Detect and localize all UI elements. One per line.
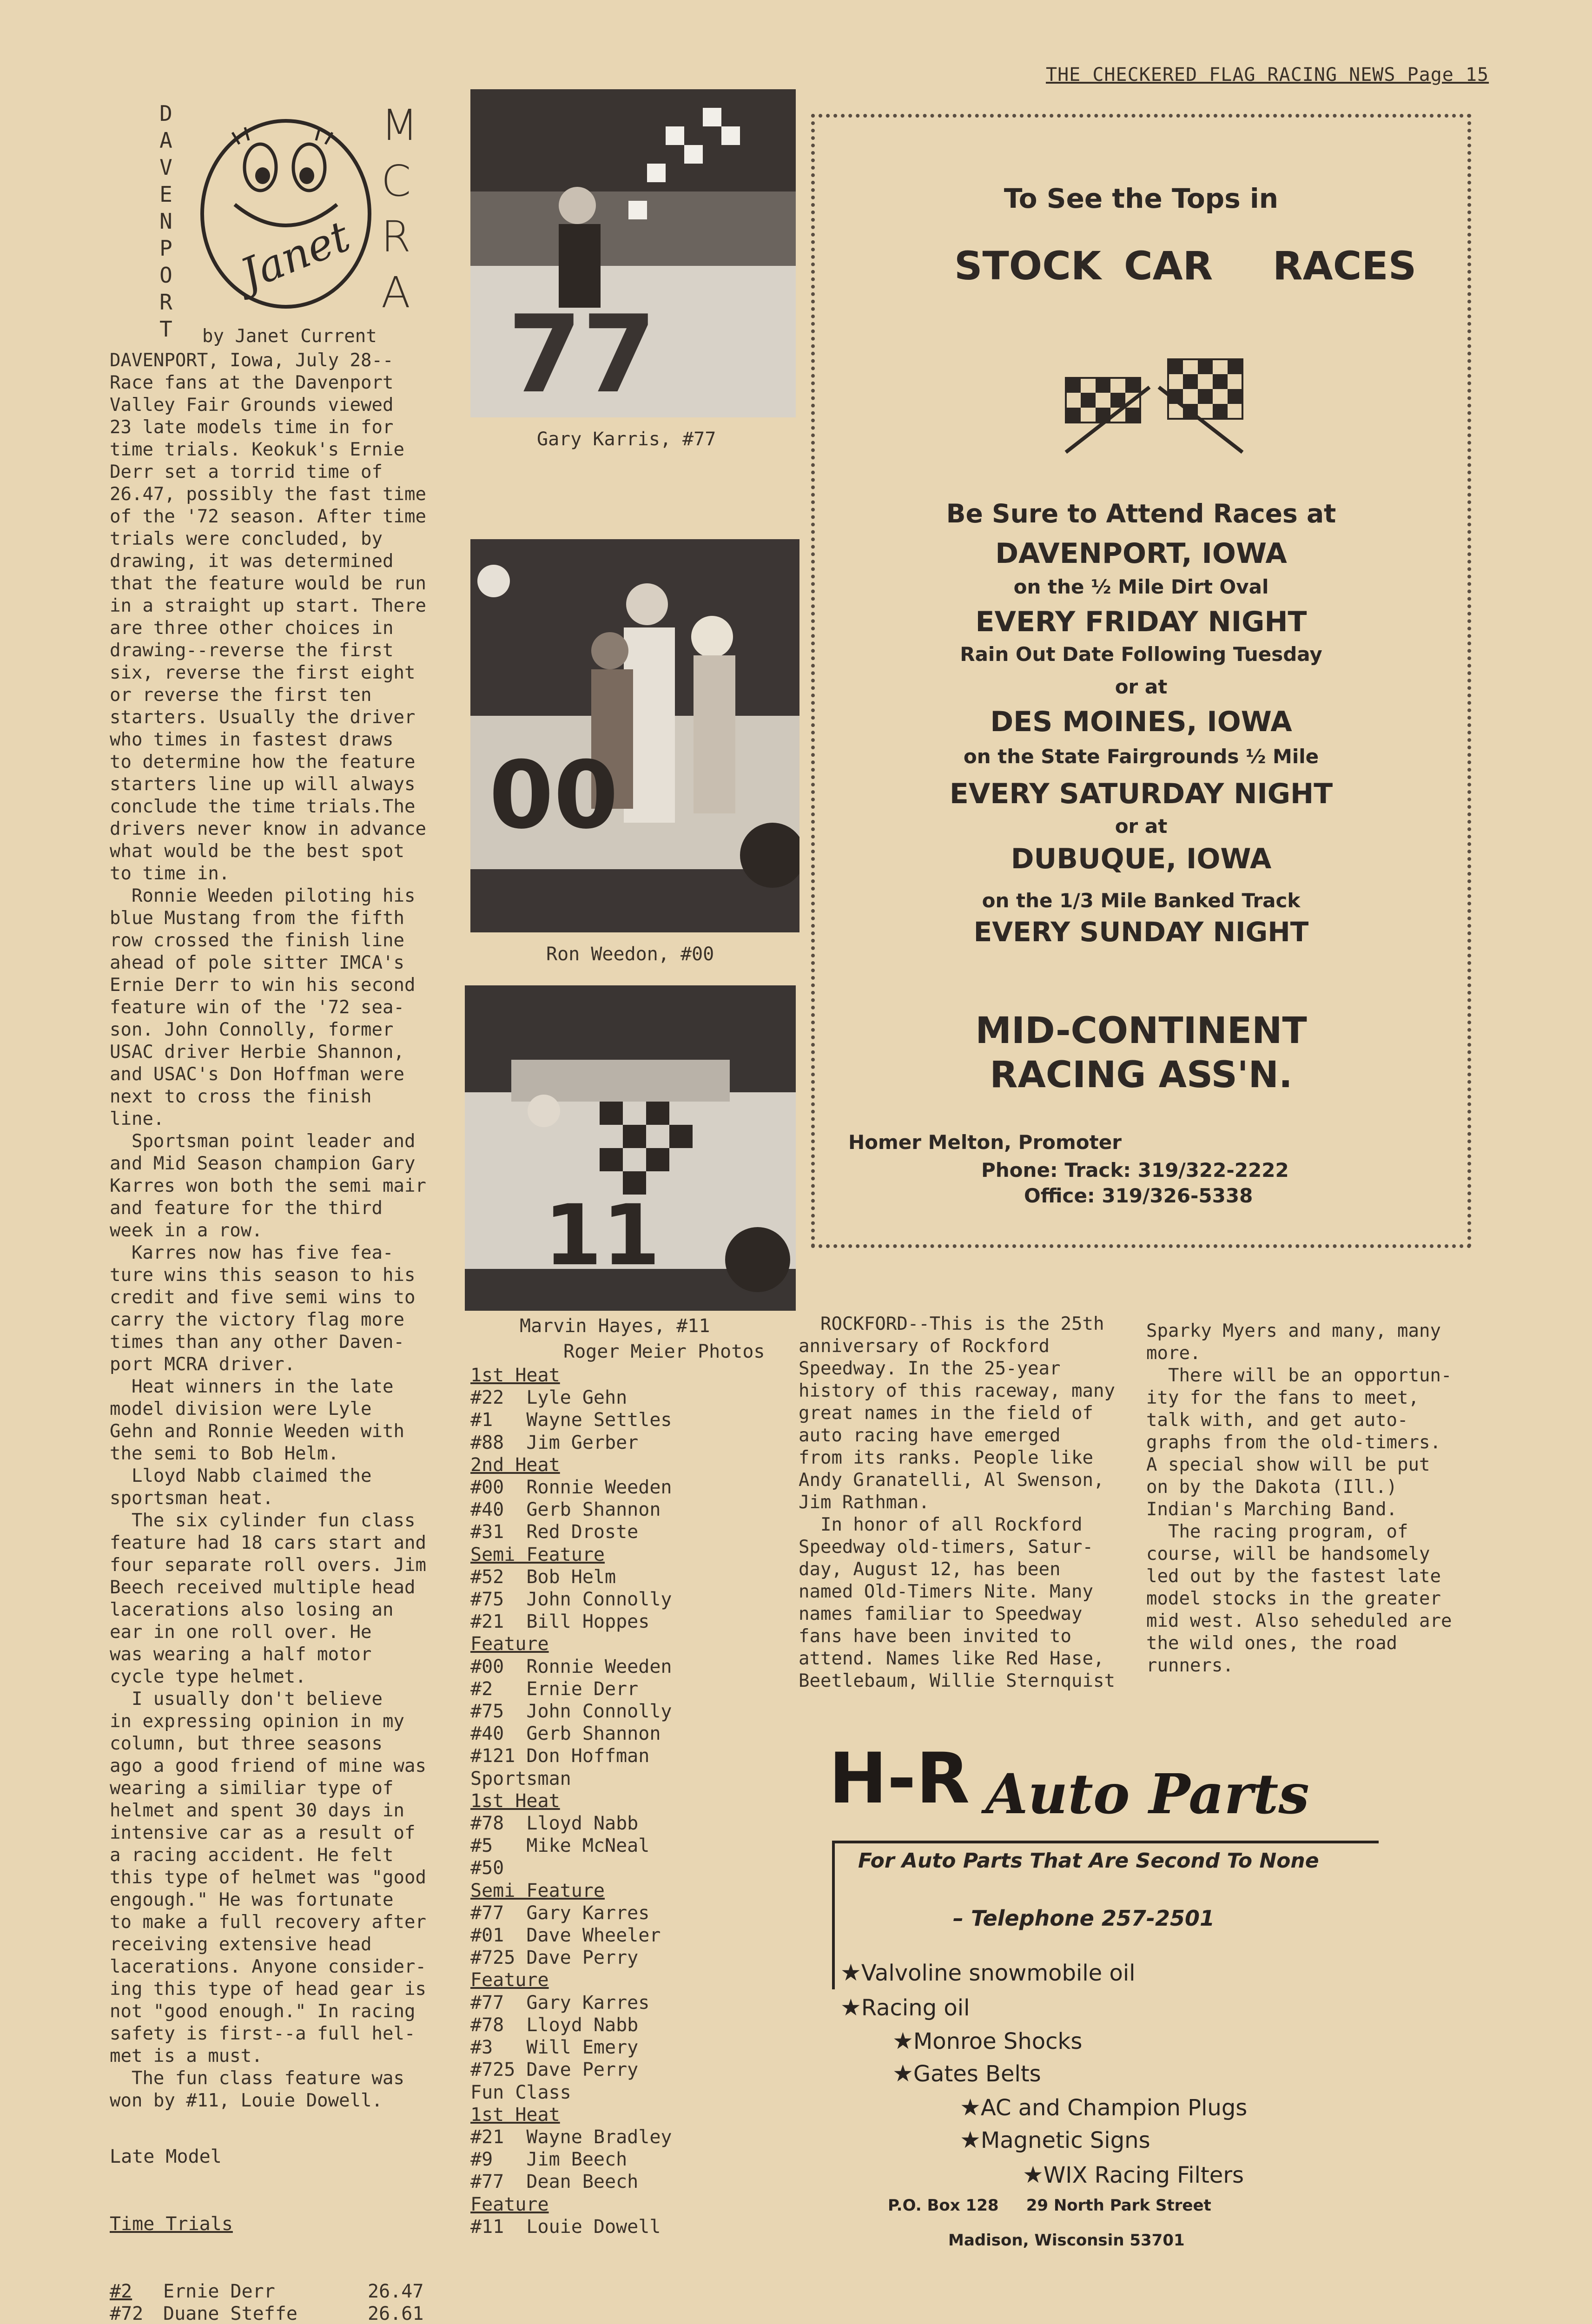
text-line: In honor of all Rockford [799,1514,1083,1535]
ad-or1: or at [1115,675,1168,698]
text-line: Sportsman point leader and [110,1131,416,1152]
ad-city1: DAVENPORT, IOWA [995,537,1287,570]
page-header: THE CHECKERED FLAG RACING NEWS Page 15 [1046,64,1489,86]
text-line: named Old-Timers Nite. Many [799,1581,1093,1602]
text-line: sportsman heat. [110,1488,274,1509]
text-line: DAVENPORT, Iowa, July 28-- [110,350,394,371]
hr-product-label: AC and Champion Plugs [980,2095,1248,2121]
text-line: more. [1146,1343,1201,1364]
hr-address2: Madison, Wisconsin 53701 [948,2231,1185,2250]
text-line: engough." He was fortunate [110,1889,394,1910]
star-icon: ★ [840,1959,861,1986]
mcra-letter: M [381,100,418,150]
text-line: helmet and spent 30 days in [110,1800,404,1821]
masthead-davenport [154,100,178,343]
star-icon: ★ [1023,2161,1044,2188]
text-line: The fun class feature was [110,2068,404,2089]
star-icon: ★ [960,2094,981,2121]
text-line: lacerations. Anyone consider- [110,1956,426,1977]
results-entry: #75 John Connolly [470,1589,672,1611]
ad-night2: EVERY SATURDAY NIGHT [949,778,1333,810]
photo-gary-karris [470,89,796,417]
results-heading: Semi Feature [470,1544,605,1565]
text-line: ity for the fans to meet, [1146,1387,1419,1408]
trial-time: 26.61 [368,2303,424,2324]
text-line: attend. Names like Red Hase, [799,1648,1104,1669]
text-line: mid west. Also seheduled are [1146,1611,1452,1631]
article-column-1 [110,350,426,2112]
results-entry: #75 John Connolly [470,1701,672,1723]
text-line: not "good enough." In racing [110,2001,416,2022]
hr-product-item [892,2060,1041,2087]
ad-or2: or at [1115,815,1168,838]
text-line: or reverse the first ten [110,685,372,706]
time-trial-row [110,2280,424,2303]
rockford-column-1 [799,1313,1115,1692]
hr-product-label: WIX Racing Filters [1043,2162,1244,2188]
results-entry: Fun Class [470,2081,571,2103]
results-heading: Feature [470,2193,549,2215]
caption-ron-weedon: Ron Weedon, #00 [546,944,714,965]
text-line: and feature for the third [110,1198,383,1219]
photo-car-11 [465,985,796,1311]
text-line: 23 late models time in for [110,417,394,438]
hr-product-label: Gates Belts [913,2061,1041,2087]
text-line: carry the victory flag more [110,1309,404,1330]
text-line: 26.47, possibly the fast time [110,484,426,505]
text-line: The six cylinder fun class [110,1510,416,1531]
ad-org1: MID-CONTINENT [975,1010,1307,1052]
mcra-advertisement [811,114,1471,1248]
masthead-letter: V [159,155,172,180]
hr-telephone: – Telephone 257-2501 [953,1906,1215,1931]
text-line: names familiar to Speedway [799,1604,1083,1624]
results-entry: #77 Dean Beech [470,2171,639,2193]
time-trials-table [110,2101,424,2324]
results-entry: #121 Don Hoffman [470,1745,650,1767]
results-entry: #725 Dave Perry [470,2059,639,2081]
text-line: Speedway old-timers, Satur- [799,1537,1093,1558]
text-line: safety is first--a full hel- [110,2023,416,2044]
text-line: starters. Usually the driver [110,707,416,728]
masthead-letter: R [159,290,172,315]
text-line: wearing a similiar type of [110,1778,394,1799]
text-line: There will be an opportun- [1146,1365,1452,1386]
results-entry: #1 Wayne Settles [470,1409,672,1431]
text-line: Jim Rathman. [799,1492,930,1513]
text-line: this type of helmet was "good [110,1867,426,1888]
text-line: and Mid Season champion Gary [110,1153,416,1174]
time-trial-row [110,2303,424,2324]
ad-be-sure: Be Sure to Attend Races at [946,499,1336,528]
results-entry: #77 Gary Karres [470,1902,650,1924]
text-line: Lloyd Nabb claimed the [110,1466,372,1486]
text-line: drawing, it was determined [110,551,394,572]
text-line: Valley Fair Grounds viewed [110,395,394,416]
text-line: time trials. Keokuk's Ernie [110,439,404,460]
results-heading: 1st Heat [470,1790,560,1812]
text-line: of the '72 season. After time [110,506,426,527]
hr-product-label: Magnetic Signs [980,2127,1150,2153]
hr-subtitle: Auto Parts [985,1762,1309,1826]
hr-product-item [840,1959,1136,1986]
results-entry: #78 Lloyd Nabb [470,1813,639,1835]
text-line: conclude the time trials.The [110,796,416,817]
star-icon: ★ [892,2060,913,2087]
masthead-letter: A [159,128,172,153]
star-icon: ★ [892,2027,913,2054]
results-entry: #00 Ronnie Weeden [470,1656,672,1677]
masthead-mcra [381,98,418,321]
car-number: #2 [110,2280,132,2302]
time-trials-heading1: Late Model [110,2146,222,2168]
ad-car: CAR [1124,243,1213,289]
ad-track3: on the 1/3 Mile Banked Track [982,889,1301,912]
ad-track2: on the State Fairgrounds ½ Mile [963,745,1319,768]
ad-office: Office: 319/326-5338 [1024,1184,1253,1207]
ad-rain: Rain Out Date Following Tuesday [960,643,1322,666]
text-line: ture wins this season to his [110,1265,416,1286]
text-line: trials were concluded, by [110,528,383,549]
text-line: starters line up will always [110,774,416,795]
text-line: anniversary of Rockford [799,1336,1050,1357]
text-line: line. [110,1109,165,1129]
text-line: intensive car as a result of [110,1822,416,1843]
text-line: history of this raceway, many [799,1380,1115,1401]
results-entry: #40 Gerb Shannon [470,1723,661,1745]
byline: by Janet Current [202,326,377,347]
hr-product-item [960,2126,1150,2153]
results-entry: #31 Red Droste [470,1521,639,1543]
hr-divider [832,1878,835,1989]
text-line: talk with, and get auto- [1146,1410,1408,1431]
text-line: met is a must. [110,2046,263,2067]
text-line: auto racing have emerged [799,1425,1061,1446]
ad-phone: Phone: Track: 319/322-2222 [981,1159,1289,1182]
text-line: Speedway. In the 25-year [799,1358,1061,1379]
text-line: Indian's Marching Band. [1146,1499,1398,1520]
text-line: Heat winners in the late [110,1376,394,1397]
text-line: runners. [1146,1655,1234,1676]
masthead-letter: O [159,263,172,288]
car-number: #72 [110,2303,144,2324]
text-line: from its ranks. People like [799,1447,1093,1468]
ad-city2: DES MOINES, IOWA [990,706,1292,738]
text-line: what would be the best spot [110,841,404,862]
text-line: Andy Granatelli, Al Swenson, [799,1470,1104,1491]
text-line: to make a full recovery after [110,1912,426,1933]
hr-title: H-R [829,1738,970,1819]
text-line: lacerations also losing an [110,1599,394,1620]
text-line: great names in the field of [799,1403,1093,1424]
star-icon: ★ [960,2126,981,2153]
text-line: in expressing opinion in my [110,1711,404,1732]
results-entry: #3 Will Emery [470,2037,639,2059]
checkered-flags-icon [1057,350,1252,459]
text-line: six, reverse the first eight [110,662,416,683]
text-line: was wearing a half motor [110,1644,372,1665]
text-line: Beech received multiple head [110,1577,416,1598]
time-trials-heading2: Time Trials [110,2213,233,2235]
results-entry: #2 Ernie Derr [470,1678,639,1700]
text-line: ahead of pole sitter IMCA's [110,952,404,973]
caption-gary-karris: Gary Karris, #77 [537,429,716,450]
text-line: model stocks in the greater [1146,1588,1441,1609]
text-line: A special show will be put [1146,1454,1430,1475]
photo-marvin-hayes [465,985,796,1311]
svg-text:Janet: Janet [233,211,357,300]
text-line: receiving extensive head [110,1934,372,1955]
text-line: row crossed the finish line [110,930,404,951]
text-line: drivers never know in advance [110,819,426,839]
text-line: blue Mustang from the fifth [110,908,404,929]
photo-car-00 [470,539,799,932]
janet-logo [198,112,374,316]
text-line: a racing accident. He felt [110,1845,394,1866]
results-entry: #9 Jim Beech [470,2149,628,2171]
hr-product-item [960,2094,1247,2121]
text-line: in a straight up start. There [110,595,426,616]
results-list [470,1364,672,2238]
hr-address1: P.O. Box 128 29 North Park Street [888,2196,1211,2215]
star-icon: ★ [840,1994,861,2021]
ad-org2: RACING ASS'N. [990,1054,1293,1096]
text-line: on by the Dakota (Ill.) [1146,1477,1398,1498]
text-line: Race fans at the Davenport [110,372,394,393]
masthead-letter: D [159,101,172,126]
text-line: ago a good friend of mine was [110,1756,426,1776]
text-line: ear in one roll over. He [110,1622,372,1643]
text-line: are three other choices in [110,618,394,639]
rockford-column-2 [1146,1320,1452,1677]
masthead-letter: E [159,182,172,207]
driver-name: Ernie Derr [163,2280,275,2302]
hr-tagline: For Auto Parts That Are Second To None [858,1849,1319,1873]
text-line: drawing--reverse the first [110,640,394,661]
ad-city3: DUBUQUE, IOWA [1011,843,1272,875]
svg-text:11: 11 [544,1187,661,1284]
driver-name: Duane Steffe [163,2303,297,2324]
results-heading: 1st Heat [470,2104,560,2126]
text-line: the wild ones, the road [1146,1633,1398,1654]
results-heading: Feature [470,1633,549,1655]
results-heading: Feature [470,1969,549,1991]
ad-track1: on the ½ Mile Dirt Oval [1013,575,1269,598]
hr-product-item [1023,2161,1244,2188]
results-entry: #21 Wayne Bradley [470,2126,672,2148]
results-entry: #21 Bill Hoppes [470,1611,650,1633]
mcra-letter: R [381,212,411,262]
masthead-letter: T [159,317,172,342]
results-entry: #77 Gary Karres [470,1992,650,2014]
text-line: four separate roll overs. Jim [110,1555,426,1576]
ad-night1: EVERY FRIDAY NIGHT [975,606,1307,638]
ad-stock: STOCK [954,243,1101,289]
ad-night3: EVERY SUNDAY NIGHT [973,916,1309,948]
text-line: times than any other Daven- [110,1332,404,1353]
results-heading: 1st Heat [470,1365,560,1386]
results-entry: #88 Jim Gerber [470,1432,639,1453]
text-line: led out by the fastest late [1146,1566,1441,1587]
mcra-letter: C [381,156,411,206]
text-line: Gehn and Ronnie Weeden with [110,1421,404,1442]
results-entry: #5 Mike McNeal [470,1835,650,1857]
text-line: The racing program, of [1146,1521,1408,1542]
text-line: credit and five semi wins to [110,1287,416,1308]
text-line: course, will be handsomely [1146,1544,1430,1565]
results-entry: #40 Gerb Shannon [470,1499,661,1521]
text-line: next to cross the finish [110,1086,372,1107]
text-line: Karres now has five fea- [110,1242,394,1263]
text-line: feature had 18 cars start and [110,1532,426,1553]
hr-product-label: Racing oil [861,1995,970,2021]
hr-tagline-box [832,1841,1379,1881]
text-line: model division were Lyle [110,1399,372,1419]
hr-product-item [892,2027,1082,2054]
smiley-face-icon [198,112,374,316]
photo-ron-weedon [470,539,799,932]
text-line: Sparky Myers and many, many [1146,1320,1441,1341]
text-line: day, August 12, has been [799,1559,1061,1580]
text-line: column, but three seasons [110,1733,383,1754]
text-line: cycle type helmet. [110,1666,306,1687]
text-line: that the feature would be run [110,573,426,594]
svg-text:00: 00 [489,741,619,850]
hr-product-item [840,1994,970,2021]
caption-marvin-hayes: Marvin Hayes, #11 [520,1315,710,1337]
text-line: to determine how the feature [110,752,416,772]
ad-line1: To See the Tops in [1004,183,1279,214]
photo-credit: Roger Meier Photos [563,1341,765,1362]
ad-races: RACES [1273,243,1417,289]
mcra-letter: A [381,268,410,317]
text-line: Ernie Derr to win his second [110,975,416,996]
masthead-letter: N [159,209,172,234]
text-line: the semi to Bob Helm. [110,1443,339,1464]
masthead-letter: P [159,236,172,261]
text-line: graphs from the old-timers. [1146,1432,1441,1453]
text-line: who times in fastest draws [110,729,394,750]
text-line: ing this type of head gear is [110,1979,426,2000]
results-heading: 2nd Heat [470,1454,560,1476]
text-line: USAC driver Herbie Shannon, [110,1042,404,1063]
results-entry: #725 Dave Perry [470,1947,639,1969]
text-line: Derr set a torrid time of [110,462,383,482]
text-line: ROCKFORD--This is the 25th [799,1314,1104,1334]
text-line: feature win of the '72 sea- [110,997,404,1018]
results-entry: #52 Bob Helm [470,1566,616,1588]
results-entry: Sportsman [470,1768,571,1789]
results-entry: #50 [470,1857,504,1879]
ad-promoter: Homer Melton, Promoter [848,1131,1122,1154]
text-line: Karres won both the semi mair [110,1175,426,1196]
text-line: to time in. [110,863,230,884]
hr-product-label: Monroe Shocks [913,2028,1083,2054]
results-entry: #11 Louie Dowell [470,2216,661,2238]
results-entry: #00 Ronnie Weeden [470,1477,672,1499]
text-line: won by #11, Louie Dowell. [110,2090,383,2111]
results-heading: Semi Feature [470,1880,605,1901]
trial-time: 26.47 [368,2280,424,2302]
text-line: and USAC's Don Hoffman were [110,1064,404,1085]
results-entry: #22 Lyle Gehn [470,1387,628,1409]
text-line: son. John Connolly, former [110,1019,394,1040]
text-line: Ronnie Weeden piloting his [110,885,416,906]
text-line: port MCRA driver. [110,1354,296,1375]
results-entry: #78 Lloyd Nabb [470,2014,639,2036]
text-line: fans have been invited to [799,1626,1071,1647]
text-line: I usually don't believe [110,1689,383,1710]
photo-car-77 [470,89,796,417]
results-entry: #01 Dave Wheeler [470,1925,661,1947]
text-line: Beetlebaum, Willie Sternquist [799,1670,1115,1691]
text-line: week in a row. [110,1220,263,1241]
svg-text:77: 77 [508,293,657,417]
hr-product-label: Valvoline snowmobile oil [861,1960,1136,1986]
